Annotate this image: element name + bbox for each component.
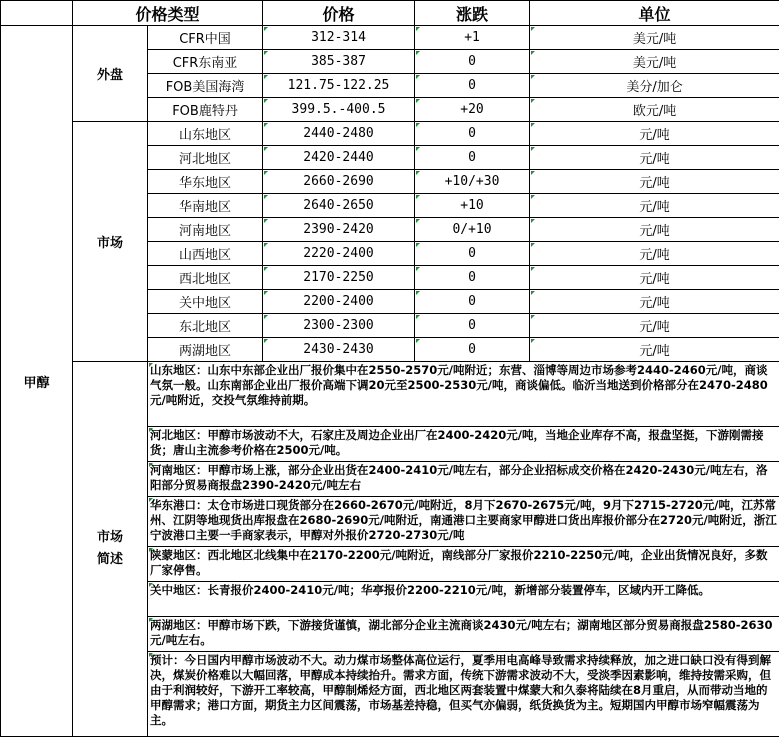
unit-cell: 元/吨 [530, 290, 779, 314]
region-cell: 山西地区 [148, 242, 263, 266]
price-cell: 385-387 [263, 50, 415, 74]
region-cell: CFR东南亚 [148, 50, 263, 74]
group-summary-line1: 市场 [97, 530, 123, 545]
price-cell: 2300-2300 [263, 314, 415, 338]
change-cell: 0 [415, 74, 530, 98]
price-cell: 2170-2250 [263, 266, 415, 290]
change-cell: +10 [415, 194, 530, 218]
region-cell: FOB美国海湾 [148, 74, 263, 98]
price-cell: 312-314 [263, 26, 415, 50]
price-cell: 2220-2400 [263, 242, 415, 266]
group-market: 市场 [73, 122, 148, 362]
unit-cell: 元/吨 [530, 266, 779, 290]
header-change: 涨跌 [415, 1, 530, 26]
product-label: 甲醇 [1, 26, 73, 737]
price-cell: 2430-2430 [263, 338, 415, 362]
price-cell: 2640-2650 [263, 194, 415, 218]
change-cell: +1 [415, 26, 530, 50]
header-blank [1, 1, 73, 26]
change-cell: 0 [415, 242, 530, 266]
unit-cell: 元/吨 [530, 146, 779, 170]
region-cell: FOB鹿特丹 [148, 98, 263, 122]
region-cell: 山东地区 [148, 122, 263, 146]
unit-cell: 元/吨 [530, 314, 779, 338]
unit-cell: 元/吨 [530, 122, 779, 146]
unit-cell: 元/吨 [530, 170, 779, 194]
change-cell: 0 [415, 314, 530, 338]
region-cell: 华东地区 [148, 170, 263, 194]
change-cell: 0 [415, 290, 530, 314]
summary-henan: 河南地区：甲醇市场上涨，部分企业出货在2400-2410元/吨左右，部分企业招标成交价格在2420-2430元/吨左右，洛阳部分贸易商报盘2390-2420元/吨左右 [148, 462, 779, 497]
change-cell: 0 [415, 266, 530, 290]
change-cell: 0 [415, 146, 530, 170]
change-cell: 0 [415, 122, 530, 146]
region-cell: 河北地区 [148, 146, 263, 170]
table-row [1, 26, 779, 50]
change-cell: 0/+10 [415, 218, 530, 242]
summary-forecast: 预计：今日国内甲醇市场波动不大。动力煤市场整体高位运行，夏季用电高峰导致需求持续释放，加之进口缺口没有得到解决，煤炭价格难以大幅回落，甲醇成本持续抬升。需求方面，传统下游需求波动不大，受淡季因素影响，维持按需采购，但由于利润较好，下游开工率较高，甲醇制烯烃方面，西北地区两套装置中煤蒙大和久泰将陆续在8月重启，从而带动当地的甲醇需求；港口方面，期货主力区间震荡，市场基差持稳，但买气亦偏弱，纸货换货为主。短期国内甲醇市场窄幅震荡为主。 [148, 652, 779, 737]
change-cell: 0 [415, 338, 530, 362]
summary-lianghu: 两湖地区：甲醇市场下跌，下游接货谨慎，湖北部分企业主流商谈2430元/吨左右；湖南地区部分贸易商报盘2580-2630元/吨左右。 [148, 617, 779, 652]
price-cell: 2660-2690 [263, 170, 415, 194]
unit-cell: 美元/吨 [530, 26, 779, 50]
region-cell: 华南地区 [148, 194, 263, 218]
group-external: 外盘 [73, 26, 148, 122]
summary-shandong: 山东地区：山东中东部企业出厂报价集中在2550-2570元/吨附近；东营、淄博等周边市场参考2440-2460元/吨，商谈气氛一般。山东南部企业出厂报价高端下调20元至2500-2530元/吨，商谈偏低。临沂当地送到价格部分在2470-2480元/吨附近，交投气氛维持前期。 [148, 362, 779, 427]
region-cell: 两湖地区 [148, 338, 263, 362]
unit-cell: 元/吨 [530, 242, 779, 266]
unit-cell: 美元/吨 [530, 50, 779, 74]
header-unit: 单位 [530, 1, 779, 26]
change-cell: +20 [415, 98, 530, 122]
summary-shaanxi-inner-mongolia: 陕蒙地区：西北地区北线集中在2170-2200元/吨附近，南线部分厂家报价2210-2250元/吨，企业出货情况良好，多数厂家停售。 [148, 547, 779, 582]
unit-cell: 元/吨 [530, 194, 779, 218]
unit-cell: 美分/加仑 [530, 74, 779, 98]
summary-guanzhong: 关中地区：长青报价2400-2410元/吨；华亭报价2200-2210元/吨，新增部分装置停车，区域内开工降低。 [148, 582, 779, 617]
unit-cell: 元/吨 [530, 218, 779, 242]
price-cell: 2390-2420 [263, 218, 415, 242]
header-price: 价格 [263, 1, 415, 26]
region-cell: 西北地区 [148, 266, 263, 290]
summary-row [1, 362, 779, 427]
unit-cell: 欧元/吨 [530, 98, 779, 122]
summary-east-china-port: 华东港口：太仓市场进口现货部分在2660-2670元/吨附近，8月下2670-2675元/吨，9月下2715-2720元/吨，江苏常州、江阴等地现货出库报盘在2680-2690元/吨附近，南通港口主要商家甲醇进口货出库报价部分在2720元/吨附近，浙江宁波港口主要一手商家表示，甲醇对外报价2720-2730元/吨 [148, 497, 779, 547]
price-cell: 2200-2400 [263, 290, 415, 314]
change-cell: 0 [415, 50, 530, 74]
unit-cell: 元/吨 [530, 338, 779, 362]
region-cell: 关中地区 [148, 290, 263, 314]
price-cell: 2440-2480 [263, 122, 415, 146]
change-cell: +10/+30 [415, 170, 530, 194]
region-cell: 东北地区 [148, 314, 263, 338]
price-cell: 121.75-122.25 [263, 74, 415, 98]
group-summary [73, 362, 148, 737]
table-row [1, 122, 779, 146]
header-price-type: 价格类型 [73, 1, 263, 26]
price-cell: 399.5.-400.5 [263, 98, 415, 122]
header-row [1, 1, 779, 26]
summary-hebei: 河北地区：甲醇市场波动不大，石家庄及周边企业出厂在2400-2420元/吨，当地企业库存不高，报盘坚挺，下游刚需接货；唐山主流参考价格在2500元/吨。 [148, 427, 779, 462]
region-cell: CFR中国 [148, 26, 263, 50]
group-summary-line2: 简述 [97, 552, 123, 567]
price-cell: 2420-2440 [263, 146, 415, 170]
region-cell: 河南地区 [148, 218, 263, 242]
